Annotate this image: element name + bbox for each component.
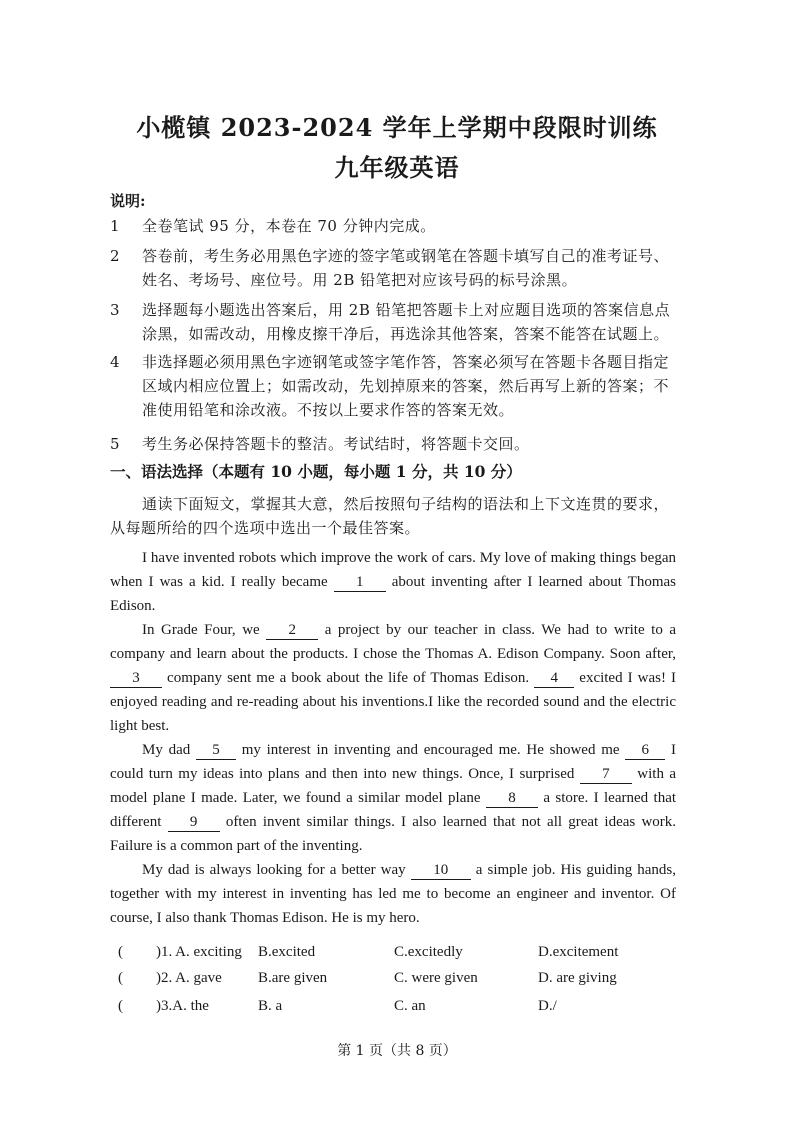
passage-text: company sent me a book about the life of Thomas Edison.: [167, 670, 530, 686]
option-b: B.excited: [258, 944, 316, 960]
note-item: [110, 298, 680, 346]
note-text: 答卷前，考生务必用黑色字迹的签字笔或钢笔在答题卡填写自己的准考证号、姓名、考场号、座位号。用 2B 铅笔把对应该号码的标号涂黑。: [142, 247, 670, 289]
option-c: C. an: [394, 998, 426, 1014]
passage-text: a project by our teacher in class. We had to write to a company and learn about the products. I chose the Thomas A. Edison Company. Soon after,: [110, 622, 677, 662]
option-a: )1. A. exciting: [156, 944, 242, 960]
option-b: B. a: [258, 998, 283, 1014]
option-d: D.excitement: [538, 944, 619, 960]
note-item: [110, 214, 680, 238]
passage-text: about inventing after I learned about Thomas Edison.: [110, 574, 676, 614]
option-d: D. are giving: [538, 970, 617, 986]
note-number: 3: [110, 301, 121, 319]
explain-label: 说明:: [110, 192, 146, 210]
option-c: C.excitedly: [394, 944, 463, 960]
option-b: B.are given: [258, 970, 328, 986]
blank-1: 1: [334, 573, 386, 592]
passage-paragraph: [110, 546, 676, 618]
passage-text: with a model plane I made. Later, we found a similar model plane: [110, 766, 677, 806]
note-item: [110, 244, 680, 292]
page-footer: 第 1 页（共 8 页）: [337, 1043, 457, 1059]
note-number: 5: [110, 435, 121, 453]
option-c: C. were given: [394, 970, 478, 986]
section-instruction: 通读下面短文，掌握其大意，然后按照句子结构的语法和上下文连贯的要求，从每题所给的四个选项中选出一个最佳答案。: [110, 495, 670, 537]
note-text: 考生务必保持答题卡的整洁。考试结时，将答题卡交回。: [142, 435, 530, 453]
passage-paragraph: [110, 858, 676, 930]
note-number: 2: [110, 247, 121, 265]
passage-text: My dad is always looking for a better way: [142, 862, 406, 878]
note-number: 4: [110, 353, 121, 371]
question-row: [118, 998, 678, 1022]
blank-7: 7: [580, 765, 632, 784]
option-a: )3.A. the: [156, 998, 209, 1014]
passage-paragraph: [110, 618, 676, 738]
note-text: 非选择题必须用黑色字迹钢笔或签字笔作答，答案必须写在答题卡各题目指定区域内相应位置上；如需改动，先划掉原来的答案，然后再写上新的答案；不准使用铅笔和涂改液。不按以上要求作答的答案无效。: [142, 353, 670, 419]
answer-bracket[interactable]: (: [118, 998, 123, 1014]
blank-2: 2: [266, 621, 318, 640]
blank-3: 3: [110, 669, 162, 688]
answer-bracket[interactable]: (: [118, 944, 123, 960]
passage-text: a simple job. His guiding hands, together with my interest in inventing has led me to become an engineer and inventor. Of course, I also thank Thomas Edison. He is my hero.: [110, 862, 677, 926]
blank-5: 5: [196, 741, 236, 760]
blank-9: 9: [168, 813, 220, 832]
option-a: )2. A. gave: [156, 970, 222, 986]
question-row: [118, 944, 678, 968]
passage-text: a store. I learned that different: [110, 790, 677, 830]
option-d: D./: [538, 998, 557, 1014]
note-item: [110, 432, 680, 456]
passage-text: I have invented robots which improve the work of cars. My love of making things began when I was a kid. I really became: [110, 550, 676, 590]
passage-text: often invent similar things. I also learned that not all great ideas work. Failure is a common part of the inventing.: [110, 814, 677, 854]
blank-8: 8: [486, 789, 538, 808]
section-heading: 一、语法选择（本题有 10 小题，每小题 1 分，共 10 分）: [110, 462, 522, 481]
note-item: [110, 350, 680, 422]
answer-bracket[interactable]: (: [118, 970, 123, 986]
note-number: 1: [110, 217, 121, 235]
passage-text: I could turn my ideas into plans and then into new things. Once, I surprised: [110, 742, 677, 782]
passage-text: excited I was! I enjoyed reading and re-reading about his inventions.I like the recorded sound and the electric light best.: [110, 670, 677, 734]
passage-text: In Grade Four, we: [142, 622, 260, 638]
note-text: 全卷笔试 95 分，本卷在 70 分钟内完成。: [142, 217, 436, 235]
passage-text: my interest in inventing and encouraged me. He showed me: [241, 742, 620, 758]
blank-4: 4: [534, 669, 574, 688]
blank-6: 6: [625, 741, 665, 760]
passage-paragraph: [110, 738, 676, 858]
exam-title: 小榄镇 2023-2024 学年上学期中段限时训练: [136, 113, 658, 142]
passage-text: My dad: [142, 742, 191, 758]
note-text: 选择题每小题选出答案后，用 2B 铅笔把答题卡上对应题目选项的答案信息点涂黑，如需改动，用橡皮擦干净后，再选涂其他答案，答案不能答在试题上。: [142, 301, 671, 343]
blank-10: 10: [411, 861, 471, 880]
question-row: [118, 970, 678, 994]
exam-subtitle: 九年级英语: [334, 153, 460, 182]
